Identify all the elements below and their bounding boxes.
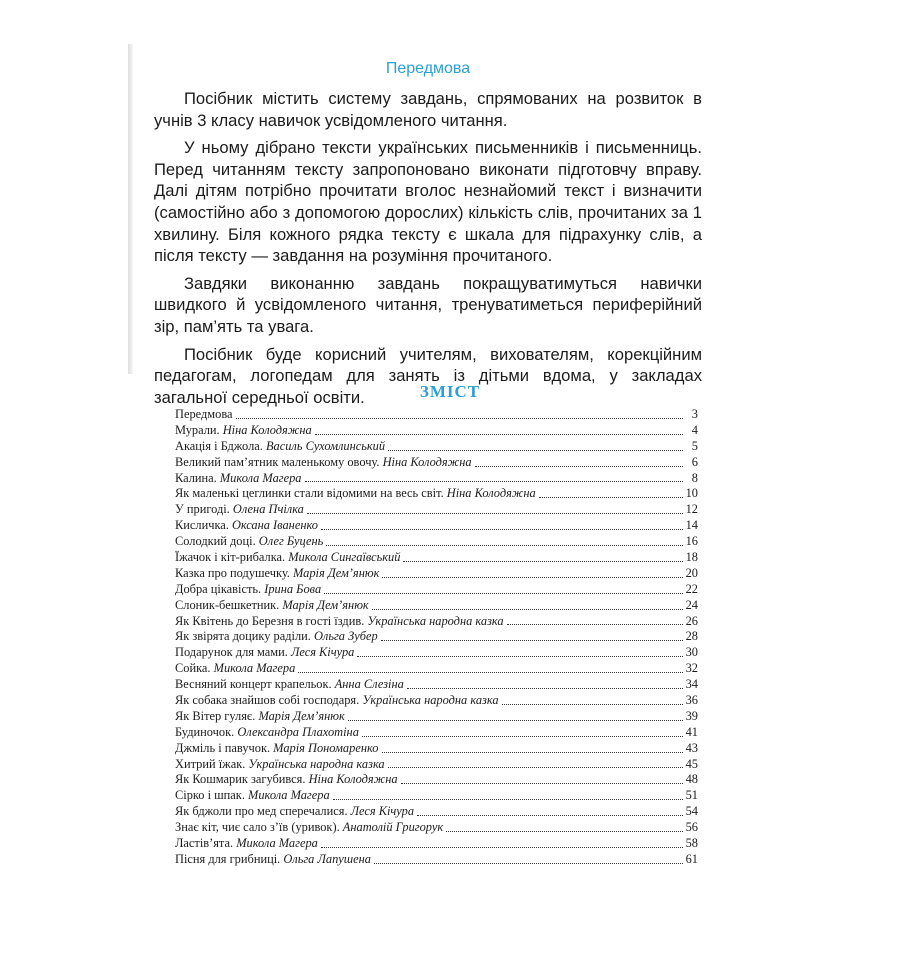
toc-entry-author: Ольга Зубер bbox=[313, 629, 378, 644]
toc-entry-work: Сойка. bbox=[175, 661, 214, 676]
toc-entry-work: Кисличка. bbox=[175, 518, 232, 533]
toc-dot-leader bbox=[321, 846, 683, 848]
toc-entry-page: 12 bbox=[685, 502, 698, 517]
toc-entry-author: Леся Кічура bbox=[290, 645, 355, 660]
toc-entry-title bbox=[175, 486, 536, 502]
toc-entry-work: Казка про подушечку. bbox=[175, 565, 293, 580]
toc-entry-work: Будиночок. bbox=[175, 724, 238, 739]
toc-dot-leader bbox=[502, 703, 683, 705]
toc-entry-title bbox=[175, 518, 318, 534]
toc-entry[interactable] bbox=[175, 614, 698, 630]
toc-entry-page: 16 bbox=[685, 534, 698, 549]
toc-entry-page: 48 bbox=[685, 772, 698, 787]
toc-entry-work: Знає кіт, чиє сало з’їв (уривок). bbox=[175, 820, 343, 835]
preface-paragraph: Завдяки виконанню завдань покращуватимуться навички швидкого й усвідомленого читання, тренуватиметься периферійний зір, пам’ять та увага. bbox=[154, 273, 702, 336]
toc-entry-title bbox=[175, 550, 400, 566]
toc-entry-work: Хитрий їжак. bbox=[175, 756, 249, 771]
toc-entry-title bbox=[175, 645, 354, 661]
toc-entry-page: 34 bbox=[685, 677, 698, 692]
toc-dot-leader bbox=[539, 496, 683, 498]
toc-dot-leader bbox=[417, 814, 683, 816]
toc-entry-page: 56 bbox=[685, 820, 698, 835]
toc-dot-leader bbox=[374, 862, 683, 864]
toc-entry-page: 36 bbox=[685, 693, 698, 708]
toc-entry-author: Микола Магера bbox=[213, 661, 296, 676]
toc-entry-page: 43 bbox=[685, 740, 698, 755]
toc-entry[interactable] bbox=[175, 725, 698, 741]
toc-entry[interactable] bbox=[175, 788, 698, 804]
toc-entry-title bbox=[175, 677, 404, 693]
toc-entry-page: 18 bbox=[685, 550, 698, 565]
toc-dot-leader bbox=[357, 655, 682, 657]
preface-paragraph: Посібник містить систему завдань, спрямованих на розвиток в учнів 3 класу навичок усвідомленого читання. bbox=[154, 89, 702, 130]
toc-entry-page: 61 bbox=[685, 851, 698, 866]
toc-entry-title bbox=[175, 455, 472, 471]
toc-entry[interactable] bbox=[175, 598, 698, 614]
toc-entry-work: Сірко і шпак. bbox=[175, 788, 249, 803]
toc-entry-author: Ніна Колодяжна bbox=[222, 422, 312, 437]
toc-entry-author: Василь Сухомлинський bbox=[265, 438, 386, 453]
toc-entry-author: Українська народна казка bbox=[367, 613, 504, 628]
toc-entry-page: 30 bbox=[685, 645, 698, 660]
toc-entry-work: Як бджоли про мед сперечалися. bbox=[175, 804, 351, 819]
toc-entry-author: Ніна Колодяжна bbox=[382, 454, 472, 469]
toc-entry[interactable] bbox=[175, 852, 698, 868]
toc-dot-leader bbox=[305, 480, 684, 482]
toc-entry-work: Великий пам’ятник маленькому овочу. bbox=[175, 454, 383, 469]
toc-entry-author: Микола Магера bbox=[219, 470, 302, 485]
toc-entry-page: 22 bbox=[685, 581, 698, 596]
toc-dot-leader bbox=[507, 623, 683, 625]
toc-dot-leader bbox=[382, 751, 683, 753]
toc-entry-title bbox=[175, 741, 379, 757]
toc-entry-title bbox=[175, 534, 323, 550]
toc-entry-work: Весняний концерт крапельок. bbox=[175, 677, 335, 692]
toc-dot-leader bbox=[362, 735, 683, 737]
toc-entry-title bbox=[175, 423, 312, 439]
preface-title: Передмова bbox=[385, 60, 471, 77]
toc-entry-work: Як Вітер гуляє. bbox=[175, 708, 259, 723]
toc-entry-page: 58 bbox=[685, 836, 698, 851]
toc-entry-author: Олег Буцень bbox=[258, 534, 324, 549]
toc-entry-page: 10 bbox=[685, 486, 698, 501]
toc-entry-title bbox=[175, 693, 499, 709]
toc-entry-title bbox=[175, 614, 504, 630]
toc-entry[interactable] bbox=[175, 757, 698, 773]
toc-dot-leader bbox=[475, 465, 683, 467]
toc-entry-work: Пісня для грибниці. bbox=[175, 851, 284, 866]
toc-entry-title bbox=[175, 757, 385, 773]
toc-entry-author: Марія Дем’янюк bbox=[292, 565, 380, 580]
toc-entry-page: 39 bbox=[685, 708, 698, 723]
toc-dot-leader bbox=[446, 830, 682, 832]
toc-entry[interactable] bbox=[175, 661, 698, 677]
toc-entry-title bbox=[175, 407, 233, 423]
toc-entry[interactable] bbox=[175, 629, 698, 645]
toc-entry-title bbox=[175, 772, 398, 788]
toc-entry-work: Подарунок для мами. bbox=[175, 645, 291, 660]
toc-entry-page: 20 bbox=[685, 565, 698, 580]
toc-entry[interactable] bbox=[175, 836, 698, 852]
toc-entry-author: Ніна Колодяжна bbox=[308, 772, 398, 787]
toc-entry[interactable] bbox=[175, 518, 698, 534]
toc-entry-page: 41 bbox=[685, 724, 698, 739]
toc-entry-title bbox=[175, 661, 295, 677]
toc-entry-title bbox=[175, 471, 302, 487]
toc-entry-page: 3 bbox=[691, 407, 698, 421]
toc-entry[interactable] bbox=[175, 582, 698, 598]
toc-entry-title bbox=[175, 439, 385, 455]
toc-entry[interactable] bbox=[175, 820, 698, 836]
toc-entry-title bbox=[175, 804, 414, 820]
preface-section bbox=[154, 58, 702, 414]
toc-entry[interactable] bbox=[175, 423, 698, 439]
toc-entry[interactable] bbox=[175, 566, 698, 582]
toc-entry[interactable] bbox=[175, 502, 698, 518]
toc-entry-author: Анатолій Григорук bbox=[342, 820, 444, 835]
toc-entry-work: Акація і Бджола. bbox=[175, 438, 266, 453]
page-gutter-shadow bbox=[128, 44, 133, 374]
toc-entry-page: 51 bbox=[685, 788, 698, 803]
toc-entry-work: У пригоді. bbox=[175, 502, 233, 517]
toc-dot-leader bbox=[298, 671, 682, 673]
toc-entry-title bbox=[175, 629, 378, 645]
toc-dot-leader bbox=[407, 687, 683, 689]
toc-dot-leader bbox=[372, 608, 683, 610]
toc-entry-work: Слоник-бешкетник. bbox=[175, 597, 283, 612]
toc-entry-author: Олена Пчілка bbox=[232, 502, 304, 517]
toc-entry-page: 54 bbox=[685, 804, 698, 819]
toc-entry-page: 45 bbox=[685, 756, 698, 771]
toc-entry-title bbox=[175, 566, 379, 582]
toc-entry-author: Марія Пономаренко bbox=[273, 740, 379, 755]
toc-entry[interactable] bbox=[175, 534, 698, 550]
toc-entry-author: Микола Магера bbox=[236, 836, 318, 851]
toc-entry-page: 14 bbox=[685, 518, 698, 533]
toc-entry-work: Ластів’ята. bbox=[175, 836, 237, 851]
toc-entry[interactable] bbox=[175, 486, 698, 502]
toc-dot-leader bbox=[236, 417, 683, 419]
toc-entry[interactable] bbox=[175, 709, 698, 725]
preface-paragraph: Посібник буде корисний учителям, вихователям, корекційним педагогам, логопедам для занять із дітьми вдома, у закладах загальної середньої освіти. bbox=[154, 344, 702, 407]
toc-entry-work: Як маленькі цеглинки стали відомими на весь світ. bbox=[175, 486, 447, 501]
toc-entry-author: Микола Сингаївський bbox=[288, 550, 401, 565]
toc-entry-page: 26 bbox=[685, 613, 698, 628]
toc-entry-work: Як Квітень до Березня в гості їздив. bbox=[175, 613, 368, 628]
toc-entry-author: Оксана Іваненко bbox=[231, 518, 318, 533]
toc-dot-leader bbox=[381, 639, 683, 641]
toc-dot-leader bbox=[326, 544, 682, 546]
toc-entry[interactable] bbox=[175, 471, 698, 487]
toc-entry-title bbox=[175, 836, 318, 852]
toc-entry-page: 4 bbox=[691, 422, 698, 437]
toc-entry-author: Ольга Лапушена bbox=[283, 851, 371, 866]
toc-entry[interactable] bbox=[175, 677, 698, 693]
toc-entry[interactable] bbox=[175, 645, 698, 661]
toc-entry-work: Добра цікавість. bbox=[175, 581, 265, 596]
toc-dot-leader bbox=[333, 798, 683, 800]
toc-entry-work: Джміль і павучок. bbox=[175, 740, 274, 755]
toc-entry-work: Як звірята доцику раділи. bbox=[175, 629, 314, 644]
toc-entry-page: 5 bbox=[691, 438, 698, 453]
toc-entry-author: Марія Дем’янюк bbox=[282, 597, 369, 612]
toc-entry-author: Українська народна казка bbox=[248, 756, 385, 771]
toc-entry-page: 8 bbox=[691, 470, 698, 485]
toc-entry-work: Як Кошмарик загубився. bbox=[175, 772, 309, 787]
toc-entry-page: 24 bbox=[685, 597, 698, 612]
toc-entry-author: Микола Магера bbox=[248, 788, 330, 803]
toc-entry-page: 28 bbox=[685, 629, 698, 644]
toc-entry-title bbox=[175, 725, 359, 741]
toc-dot-leader bbox=[324, 592, 682, 594]
toc-entry-title bbox=[175, 852, 371, 868]
table-of-contents bbox=[175, 407, 698, 868]
toc-entry-page: 6 bbox=[691, 454, 698, 469]
toc-dot-leader bbox=[403, 560, 682, 562]
toc-entry[interactable] bbox=[175, 693, 698, 709]
toc-entry[interactable] bbox=[175, 455, 698, 471]
toc-entry[interactable] bbox=[175, 550, 698, 566]
toc-entry-author: Ніна Колодяжна bbox=[446, 486, 536, 501]
toc-entry-author: Олександра Плахотіна bbox=[237, 724, 359, 739]
toc-entry-title bbox=[175, 598, 369, 614]
toc-entry-page: 32 bbox=[685, 661, 698, 676]
toc-entry-author: Леся Кічура bbox=[350, 804, 415, 819]
toc-entry[interactable] bbox=[175, 741, 698, 757]
toc-entry-title bbox=[175, 582, 321, 598]
toc-dot-leader bbox=[382, 576, 682, 578]
toc-entry[interactable] bbox=[175, 407, 698, 423]
toc-entry[interactable] bbox=[175, 804, 698, 820]
toc-entry-work: Як собака знайшов собі господаря. bbox=[175, 693, 363, 708]
toc-entry-work: Солодкий доці. bbox=[175, 534, 259, 549]
toc-entry-work: Передмова bbox=[175, 407, 233, 421]
toc-dot-leader bbox=[307, 512, 683, 514]
toc-entry-author: Українська народна казка bbox=[362, 693, 499, 708]
toc-dot-leader bbox=[401, 782, 683, 784]
toc-dot-leader bbox=[348, 719, 683, 721]
toc-entry-author: Ірина Бова bbox=[264, 581, 322, 596]
toc-entry-author: Анна Слезіна bbox=[334, 677, 404, 692]
toc-entry-work: Калина. bbox=[175, 470, 220, 485]
toc-entry-title bbox=[175, 502, 304, 518]
toc-title: ЗМІСТ bbox=[419, 382, 481, 401]
toc-entry-work: Мурали. bbox=[175, 422, 223, 437]
toc-entry-title bbox=[175, 709, 345, 725]
toc-entry-work: Їжачок і кіт-рибалка. bbox=[175, 550, 289, 565]
toc-entry-author: Марія Дем’янюк bbox=[258, 708, 345, 723]
toc-dot-leader bbox=[321, 528, 683, 530]
toc-entry-title bbox=[175, 788, 330, 804]
toc-dot-leader bbox=[315, 433, 683, 435]
toc-dot-leader bbox=[388, 449, 683, 451]
toc-entry[interactable] bbox=[175, 439, 698, 455]
preface-paragraph: У ньому дібрано тексти українських письменників і письменниць. Перед читанням тексту запропоновано виконати підготовчу вправу. Далі дітям потрібно прочитати вголос незнайомий текст і визначити (самостійно або з допомогою дорослих) кількість слів, прочитаних за 1 хвилину. Біля кожного рядка тексту є шкала для підрахунку слів, а після тексту — завдання на розуміння прочитаного. bbox=[154, 138, 702, 266]
toc-entry[interactable] bbox=[175, 772, 698, 788]
toc-dot-leader bbox=[388, 766, 683, 768]
toc-entry-title bbox=[175, 820, 443, 836]
